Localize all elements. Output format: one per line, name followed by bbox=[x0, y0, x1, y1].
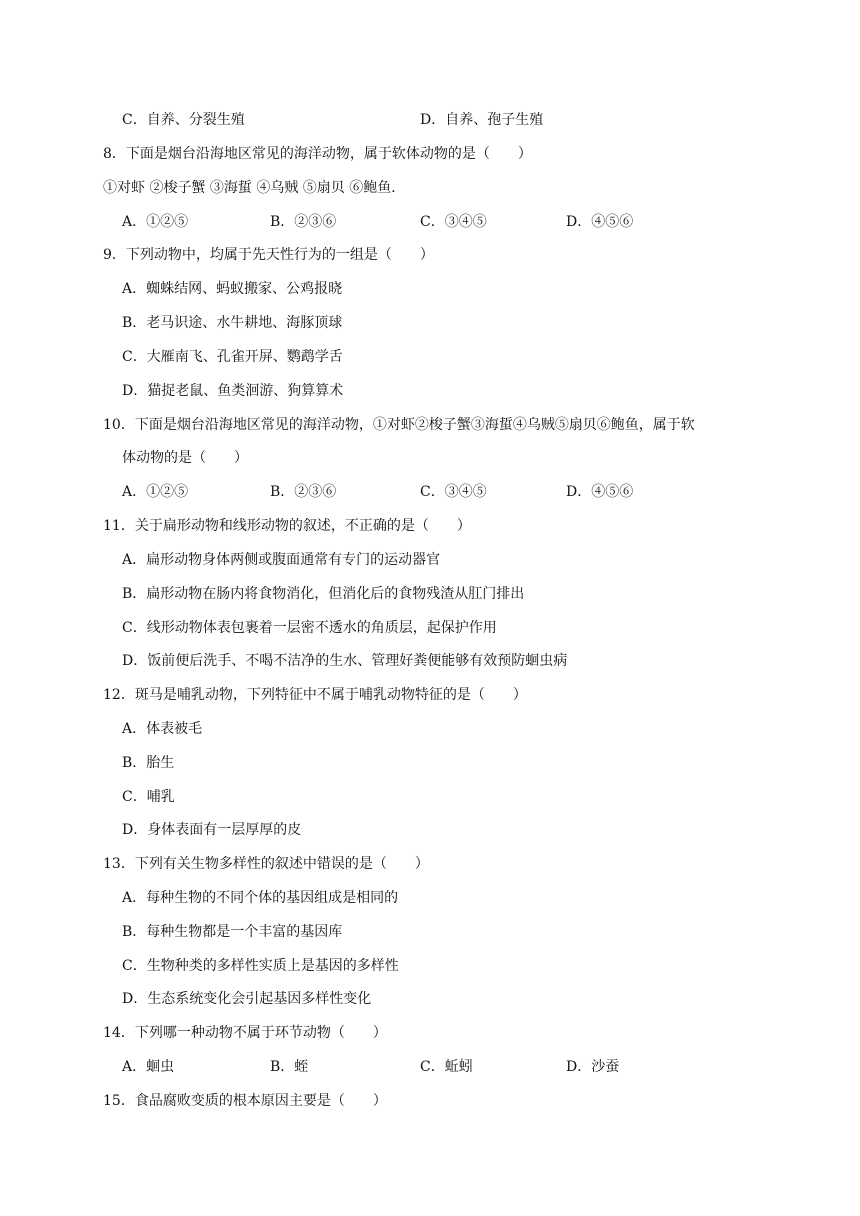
option-c: C．蚯蚓 bbox=[420, 1059, 473, 1075]
option-d: D．自养、孢子生殖 bbox=[420, 112, 544, 128]
option-a: A．蛔虫 bbox=[122, 1059, 175, 1075]
option-d: D．饭前便后洗手、不喝不洁净的生水、管理好粪便能够有效预防蛔虫病 bbox=[122, 653, 568, 669]
option-b: B．老马识途、水牛耕地、海豚顶球 bbox=[122, 315, 343, 331]
option-a: A．体表被毛 bbox=[122, 721, 203, 737]
option-b: B．②③⑥ bbox=[270, 484, 337, 500]
option-c: C．哺乳 bbox=[122, 789, 175, 805]
option-b: B．胎生 bbox=[122, 755, 175, 771]
option-d: D．身体表面有一层厚厚的皮 bbox=[122, 822, 302, 838]
option-a: A．每种生物的不同个体的基因组成是相同的 bbox=[122, 890, 399, 906]
option-c: C．生物种类的多样性实质上是基因的多样性 bbox=[122, 958, 399, 974]
option-b: B．每种生物都是一个丰富的基因库 bbox=[122, 924, 343, 940]
question-8-items: ①对虾 ②梭子蟹 ③海蜇 ④乌贼 ⑤扇贝 ⑥鲍鱼． bbox=[103, 180, 406, 196]
question-8-stem: 8．下面是烟台沿海地区常见的海洋动物，属于软体动物的是（ ） bbox=[103, 146, 532, 162]
question-12-stem: 12．斑马是哺乳动物，下列特征中不属于哺乳动物特征的是（ ） bbox=[103, 687, 527, 703]
option-c: C．自养、分裂生殖 bbox=[122, 112, 245, 128]
option-c: C．③④⑤ bbox=[420, 214, 487, 230]
q7-options-row bbox=[0, 111, 860, 129]
option-a: A．①②⑤ bbox=[122, 484, 189, 500]
option-d: D．生态系统变化会引起基因多样性变化 bbox=[122, 991, 372, 1007]
q8-options-row bbox=[0, 213, 860, 231]
question-11-stem: 11．关于扁形动物和线形动物的叙述，不正确的是（ ） bbox=[103, 518, 471, 534]
option-c: C．大雁南飞、孔雀开屏、鹦鹉学舌 bbox=[122, 349, 343, 365]
option-b: B．②③⑥ bbox=[270, 214, 337, 230]
option-a: A．蜘蛛结网、蚂蚁搬家、公鸡报晓 bbox=[122, 281, 343, 297]
q10-options-row bbox=[0, 483, 860, 501]
question-10-stem: 10．下面是烟台沿海地区常见的海洋动物，①对虾②梭子蟹③海蜇④乌贼⑤扇贝⑥鲍鱼，属于软 bbox=[103, 417, 695, 433]
option-c: C．③④⑤ bbox=[420, 484, 487, 500]
question-10-stem-cont: 体动物的是（ ） bbox=[122, 450, 248, 466]
option-d: D．沙蚕 bbox=[566, 1059, 620, 1075]
option-d: D．④⑤⑥ bbox=[566, 214, 634, 230]
question-13-stem: 13．下列有关生物多样性的叙述中错误的是（ ） bbox=[103, 856, 429, 872]
option-b: B．蛭 bbox=[270, 1059, 309, 1075]
option-b: B．扁形动物在肠内将食物消化，但消化后的食物残渣从肛门排出 bbox=[122, 586, 525, 602]
option-a: A．扁形动物身体两侧或腹面通常有专门的运动器官 bbox=[122, 552, 441, 568]
question-9-stem: 9．下列动物中，均属于先天性行为的一组是（ ） bbox=[103, 247, 434, 263]
option-c: C．线形动物体表包裹着一层密不透水的角质层，起保护作用 bbox=[122, 620, 497, 636]
option-d: D．猫捉老鼠、鱼类洄游、狗算算术 bbox=[122, 383, 344, 399]
question-14-stem: 14．下列哪一种动物不属于环节动物（ ） bbox=[103, 1025, 387, 1041]
option-a: A．①②⑤ bbox=[122, 214, 189, 230]
option-d: D．④⑤⑥ bbox=[566, 484, 634, 500]
q14-options-row bbox=[0, 1058, 860, 1076]
question-15-stem: 15．食品腐败变质的根本原因主要是（ ） bbox=[103, 1093, 387, 1109]
